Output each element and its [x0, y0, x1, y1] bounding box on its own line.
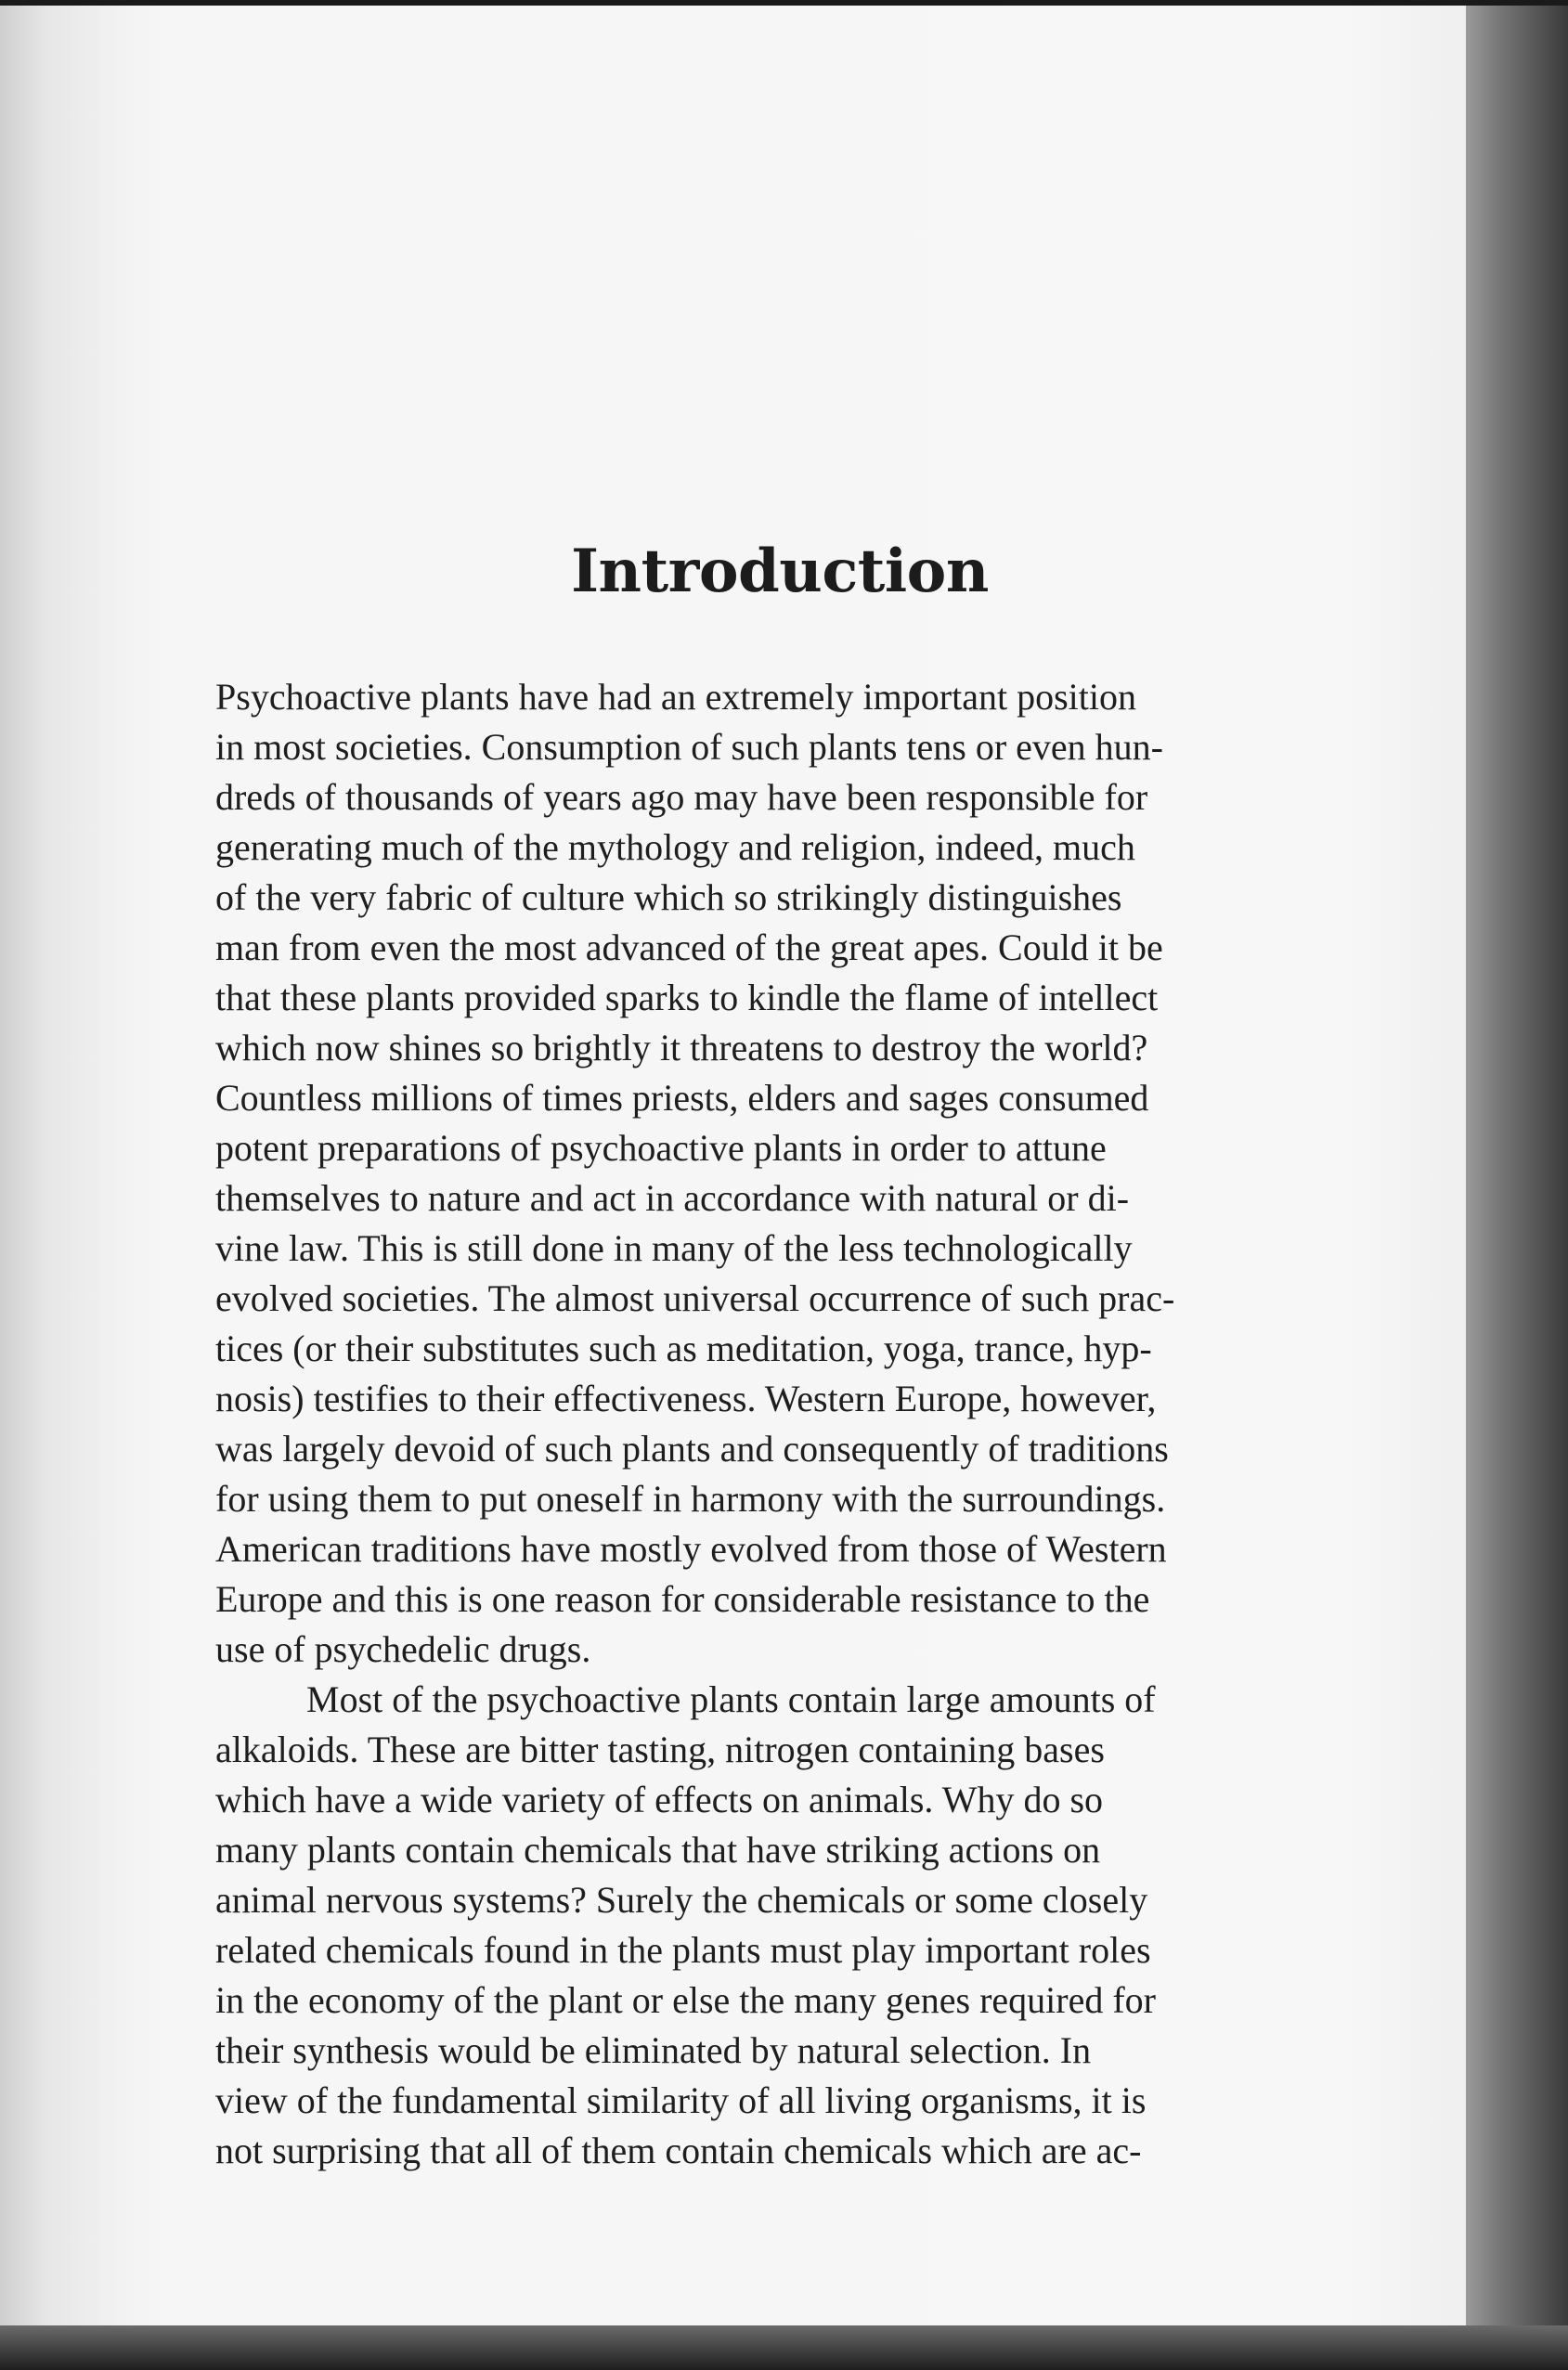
text-line: animal nervous systems? Surely the chemicals or some closely — [215, 1879, 1148, 1921]
body-text — [215, 672, 1394, 2176]
text-line: man from even the most advanced of the great apes. Could it be — [215, 926, 1163, 968]
text-line: their synthesis would be eliminated by natural selection. In — [215, 2029, 1092, 2071]
text-line-paragraph-start: Most of the psychoactive plants contain large amounts of — [306, 1678, 1156, 1720]
page-top-edge — [0, 0, 1568, 6]
text-line: American traditions have mostly evolved from those of Western — [215, 1528, 1167, 1570]
text-line: which now shines so brightly it threatens to destroy the world? — [215, 1027, 1148, 1068]
text-line: that these plants provided sparks to kindle the flame of intellect — [215, 977, 1159, 1018]
text-line: view of the fundamental similarity of all living organisms, it is — [215, 2079, 1147, 2121]
text-line: tices (or their substitutes such as meditation, yoga, trance, hyp- — [215, 1327, 1152, 1369]
text-line: Countless millions of times priests, elders and sages consumed — [215, 1077, 1149, 1119]
page-bottom-edge — [0, 2325, 1568, 2370]
text-line: vine law. This is still done in many of the less technologically — [215, 1227, 1133, 1269]
page-right-edge — [1466, 0, 1568, 2370]
text-line: for using them to put oneself in harmony with the surroundings. — [215, 1478, 1166, 1520]
spine-shadow — [0, 0, 121, 2370]
text-line: Europe and this is one reason for considerable resistance to the — [215, 1578, 1150, 1620]
text-line: generating much of the mythology and religion, indeed, much — [215, 826, 1135, 868]
text-line: not surprising that all of them contain chemicals which are ac- — [215, 2130, 1142, 2171]
chapter-title: Introduction — [571, 537, 989, 606]
text-line: themselves to nature and act in accordance with natural or di- — [215, 1177, 1130, 1219]
text-line: of the very fabric of culture which so strikingly distinguishes — [215, 876, 1122, 918]
text-line: alkaloids. These are bitter tasting, nitrogen containing bases — [215, 1729, 1105, 1770]
text-line: in most societies. Consumption of such plants tens or even hun- — [215, 726, 1163, 768]
text-line: was largely devoid of such plants and consequently of traditions — [215, 1428, 1169, 1470]
text-line: dreds of thousands of years ago may have been responsible for — [215, 776, 1148, 818]
text-line: potent preparations of psychoactive plants in order to attune — [215, 1127, 1107, 1169]
text-line: Psychoactive plants have had an extremely important position — [215, 676, 1136, 718]
text-line: nosis) testifies to their effectiveness. Western Europe, however, — [215, 1378, 1157, 1419]
text-line: use of psychedelic drugs. — [215, 1628, 591, 1670]
text-line: related chemicals found in the plants must play important roles — [215, 1929, 1151, 1971]
text-line: in the economy of the plant or else the many genes required for — [215, 1979, 1156, 2021]
text-line: which have a wide variety of effects on animals. Why do so — [215, 1779, 1104, 1820]
text-line: evolved societies. The almost universal occurrence of such prac- — [215, 1277, 1175, 1319]
text-line: many plants contain chemicals that have striking actions on — [215, 1829, 1101, 1871]
